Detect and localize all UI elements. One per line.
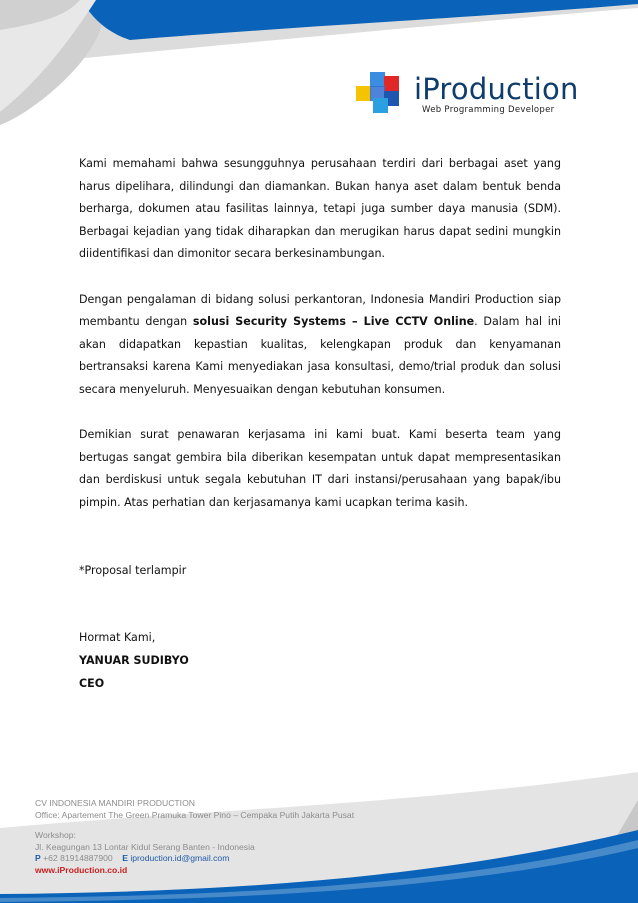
paragraph-offer-end: . Dalam hal ini akan didapatkan kepastian kualitas, kelengkapan produk dan kenyamanan bertransaksi karena Kami menyediakan jasa konsultasi, demo/trial produk dan solusi secara menyeluruh. Menyesuaikan dengan kebutuhan konsumen. <box>79 315 561 396</box>
paragraph-offer-start: Dengan pengalaman di bidang solusi perkantoran, Indonesia Mandiri Production siap membantu dengan <box>79 292 561 329</box>
email-label: E <box>122 853 128 864</box>
letter-body <box>79 153 561 695</box>
paragraph-closing: Demikian surat penawaran kerjasama ini kami buat. Kami beserta team yang bertugas sangat gembira bila diberikan kesempatan untuk dapat mempresentasikan dan berdiskusi untuk segala kebutuhan IT dari instansi/perusahaan yang bapak/ibu pimpin. Atas perhatian dan kerjasamanya kami ucapkan terima kasih. <box>79 428 561 509</box>
closing-salutation: Hormat Kami, <box>79 631 156 645</box>
paragraph-offer <box>79 289 561 402</box>
footer-phone-email <box>35 853 595 865</box>
phone-label: P <box>35 853 41 864</box>
paragraph-intro: Kami memahami bahwa sesungguhnya perusahaan terdiri dari berbagai aset yang harus dipelihara, dilindungi dan diamankan. Bukan hanya aset dalam bentuk benda berharga, dokumen atau fasilitas lainnya, tetapi juga sumber daya manusia (SDM). Berbagai kejadian yang tidak diharapkan dan merugikan harus dapat sedini mungkin diidentifikasi dan dimonitor secara berkesinambungan. <box>79 157 561 261</box>
paragraph-offer-highlight: solusi Security Systems – Live CCTV Online <box>192 315 475 329</box>
website-link[interactable]: www.iProduction.co.id <box>35 864 128 875</box>
attachment-note: *Proposal terlampir <box>79 563 187 577</box>
email-link[interactable]: iproduction.id@gmail.com <box>130 853 230 864</box>
footer-contact <box>35 798 595 877</box>
footer-workshop-label: Workshop: <box>35 830 76 841</box>
signer-name: YANUAR SUDIBYO <box>79 654 189 668</box>
company-logo <box>356 72 579 122</box>
signer-title: CEO <box>79 676 105 690</box>
logo-squares-icon <box>356 72 406 112</box>
phone-number[interactable]: +62 81914887900 <box>43 853 113 864</box>
logo-tagline: Web Programming Developer <box>422 105 555 115</box>
footer-workshop-address: Jl. Keagungan 13 Lontar Kidul Serang Banten - Indonesia <box>35 841 255 852</box>
footer-office: Office: Apartement The Green Pramuka Tower Pino – Cempaka Putih Jakarta Pusat <box>35 809 355 820</box>
logo-name: iProduction <box>414 72 579 106</box>
footer-company: CV INDONESIA MANDIRI PRODUCTION <box>35 798 195 808</box>
